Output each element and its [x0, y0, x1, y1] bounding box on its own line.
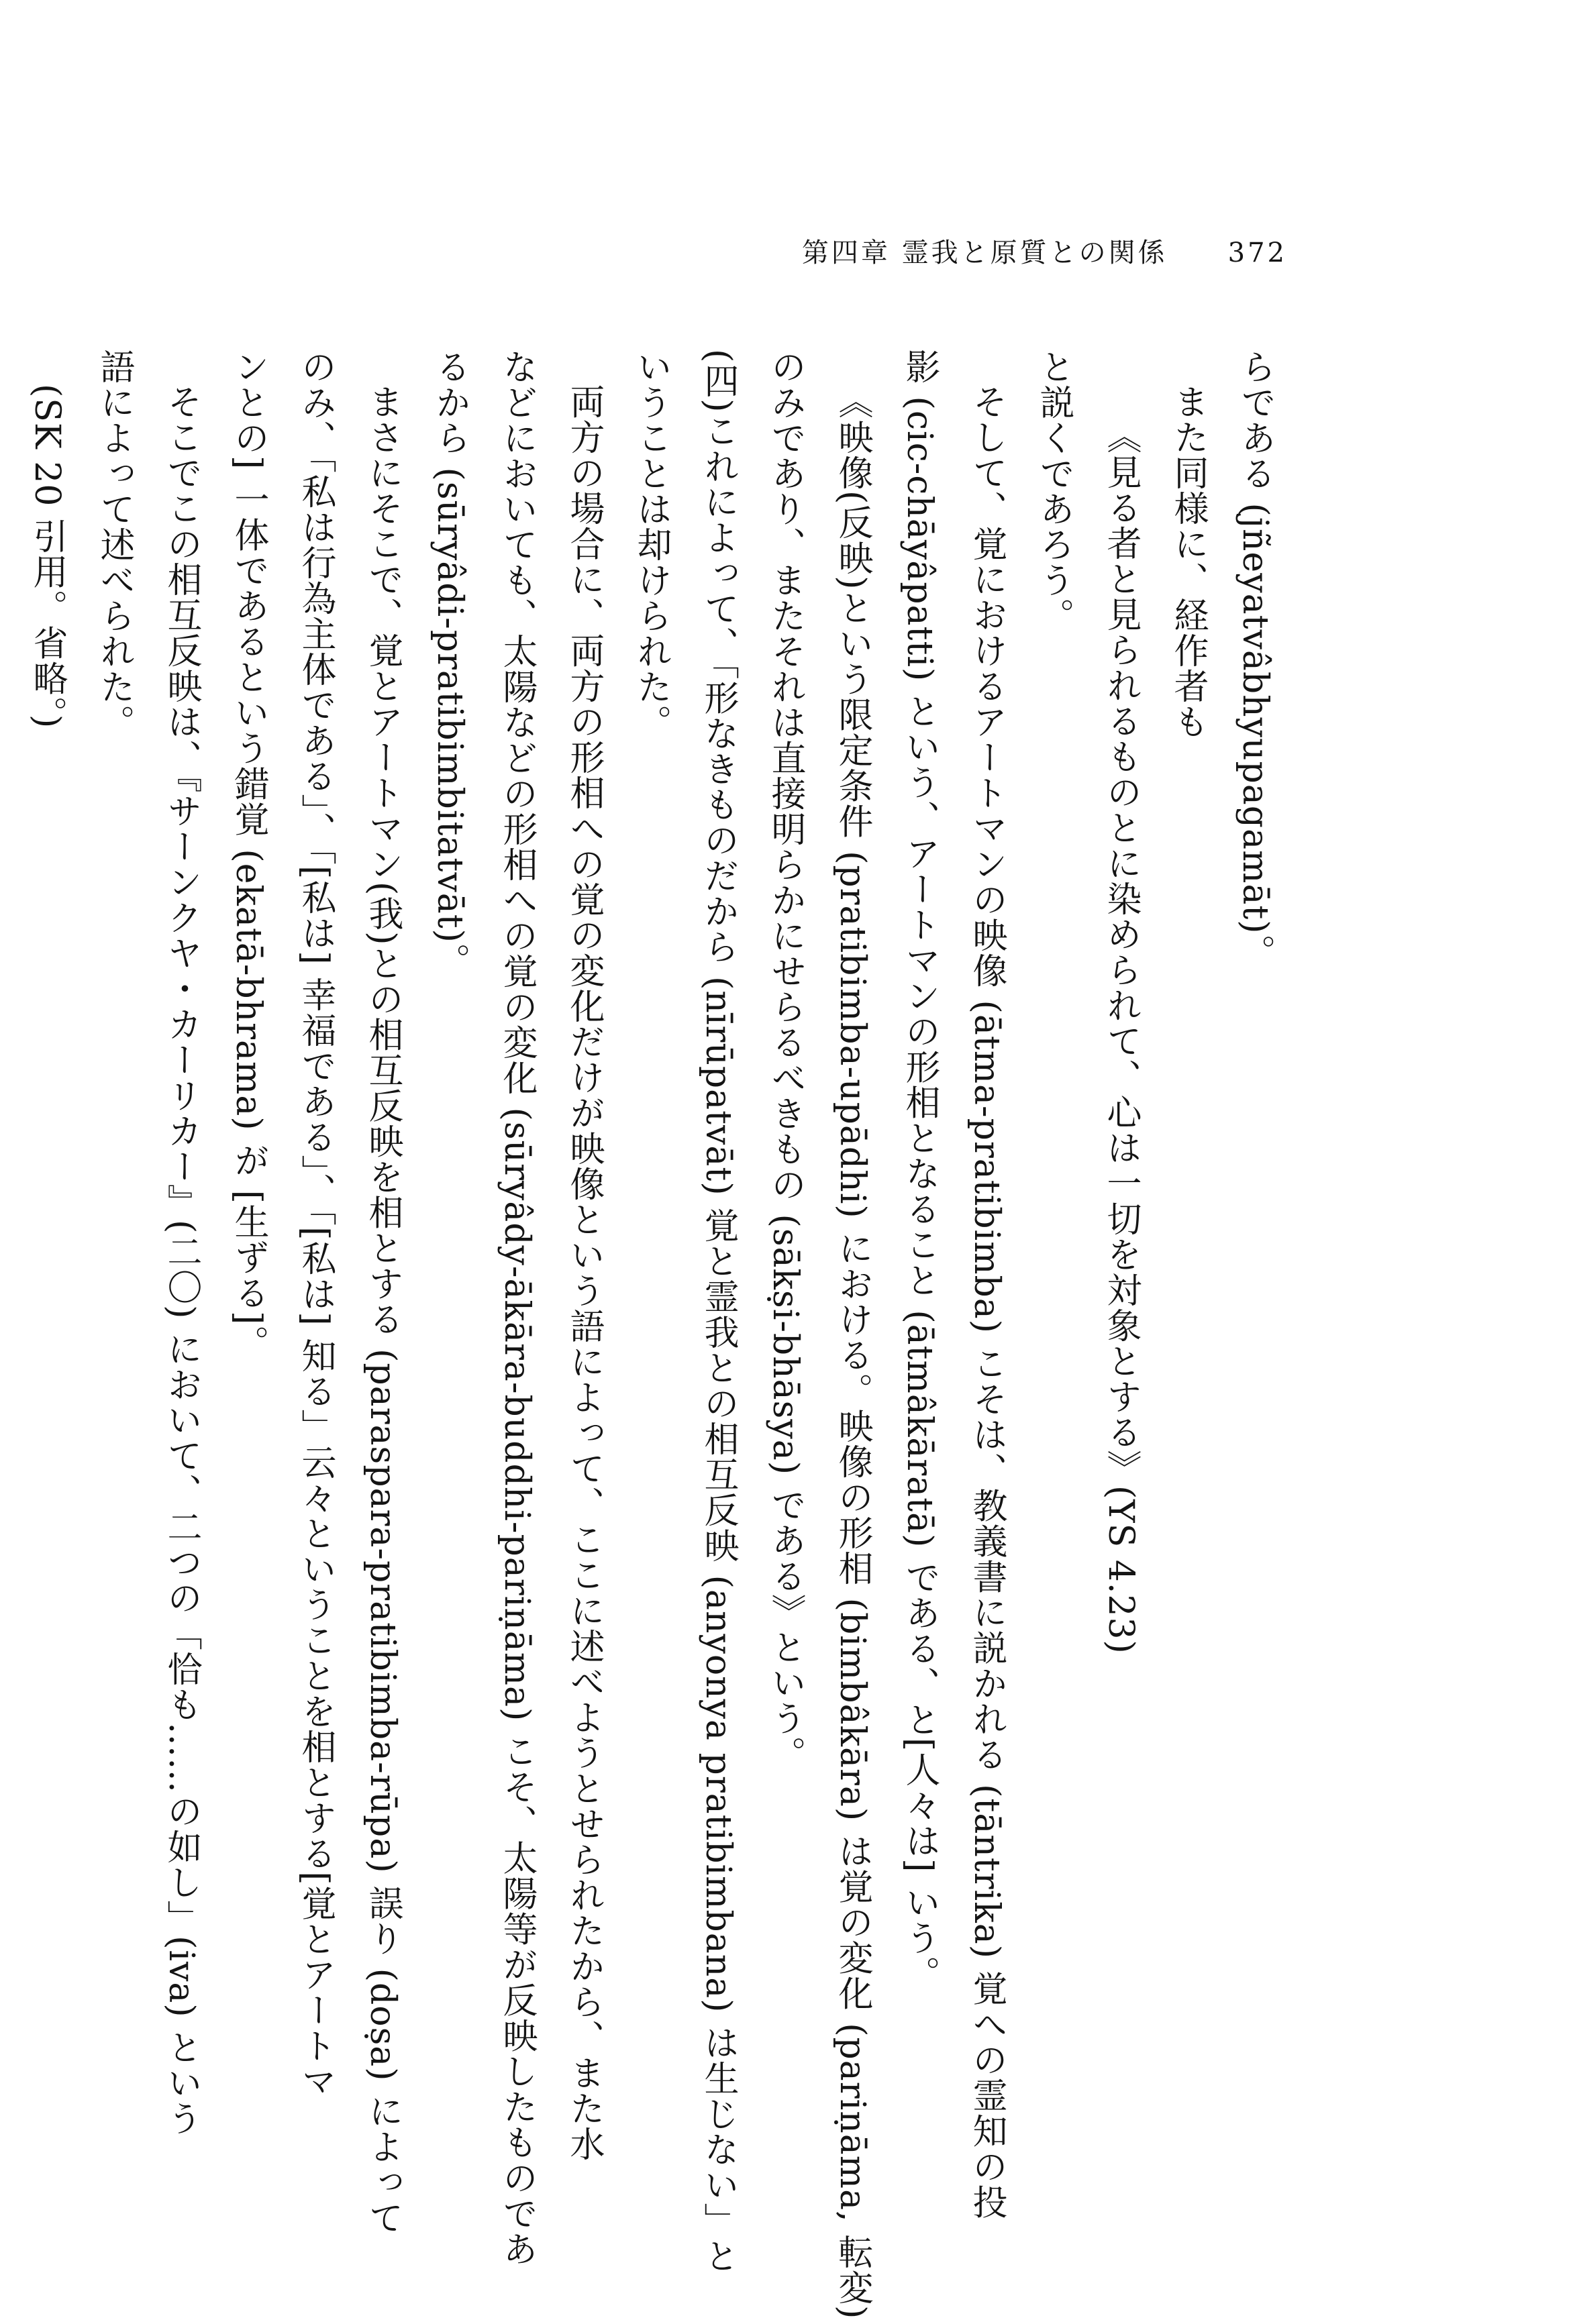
- text-line: (SK 20 引用。省略。): [27, 384, 67, 729]
- text-line: 語によって述べられた。: [94, 349, 134, 740]
- running-head: [802, 231, 1287, 270]
- text-line: 《見る者と見られるものとに染められて、心は一切を対象とする》(YS 4.23): [1101, 419, 1141, 1654]
- text-line: いうことは却けられた。: [631, 349, 671, 740]
- text-line: と説くであろう。: [1033, 349, 1074, 633]
- text-line: そして、覚におけるアートマンの映像 (ātma-pratibimba) こそは、教義書に説かれる (tāntrika) 覚への霊知の投: [966, 384, 1007, 2220]
- text-line: また同様に、経作者も: [1168, 384, 1208, 739]
- text-line: [0, 349, 13, 2080]
- chapter-title: 第四章 霊我と原質との関係: [801, 237, 1168, 268]
- text-line: (四)これによって、「形なきものだから (nīrūpatvāt) 覚と霊我との相互反映 (anyonya pratibimbana) は生じない」と: [698, 349, 738, 2274]
- text-line: のみ、「私は行為主体である」、「[私は] 幸福である」、「[私は] 知る」云々ということを相とする[覚とアートマ: [295, 349, 336, 2099]
- text-line: 影 (cic-chāyâpatti) という、アートマンの形相となること (ātmâkāratā) である、と[人々は] いう。: [899, 349, 940, 1992]
- page-number: 372: [1227, 237, 1287, 268]
- text-line: まさにそこで、覚とアートマン(我)との相互反映を相とする (paraspara-pratibimba-rūpa) 誤り (doṣa) によって: [362, 384, 403, 2236]
- text-line: 両方の場合に、両方の形相への覚の変化だけが映像という語によって、ここに述べようとせられたから、また水: [564, 384, 604, 2162]
- text-line: 《映像(反映)という限定条件 (pratibimba-upādhi) における。映像の形相 (bimbâkāra) は覚の変化 (pariṇāma, 転変): [832, 384, 872, 2320]
- text-line: るから (sūryâdi-pratibimbitatvāt)。: [429, 349, 470, 979]
- text-line: ンとの] 一体であるという錯覚 (ekatā-bhrama) が [生ずる]。: [228, 349, 268, 1361]
- text-line: のみであり、またそれは直接明らかにせらるべきもの (sākṣi-bhāsya) である》という。: [765, 349, 805, 1772]
- text-line: らである (jñeyatvâbhyupagamāt)。: [1235, 349, 1275, 970]
- text-line: そこでこの相互反映は、『サーンクヤ・カーリカー』(二〇) において、二つの「恰も……の如し」(iva) という: [161, 384, 201, 2137]
- main-text: [27, 349, 1288, 2320]
- text-line: などにおいても、太陽などの形相への覚の変化 (sūryâdy-ākāra-buddhi-pariṇāma) こそ、太陽等が反映したものであ: [497, 349, 537, 2267]
